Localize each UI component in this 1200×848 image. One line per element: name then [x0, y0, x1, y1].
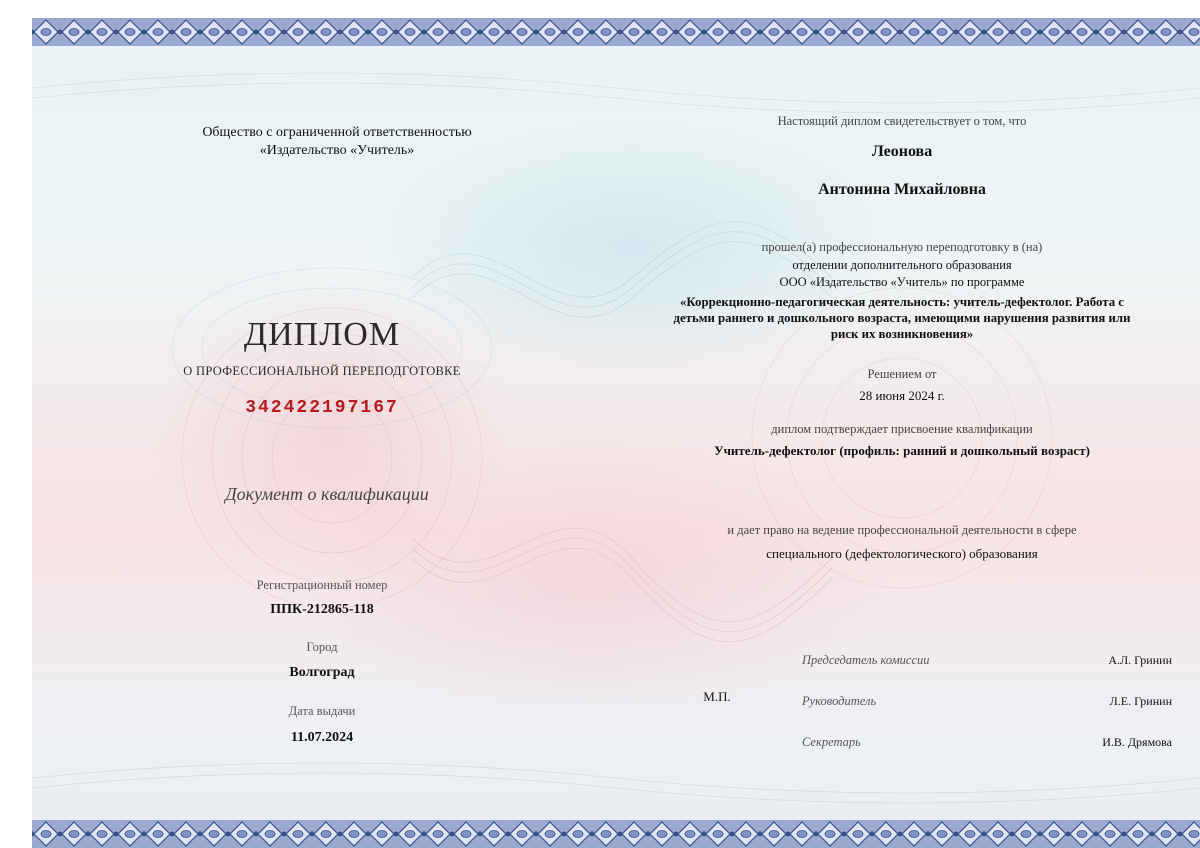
holder-surname: Леонова	[871, 143, 933, 160]
stamp-place: М.П.	[703, 689, 731, 704]
organization: ООО «Издательство «Учитель» по программе	[779, 275, 1025, 289]
program-intro: прошел(а) профессиональную переподготовку в (на)	[761, 240, 1043, 254]
issuer-line-2: «Издательство «Учитель»	[259, 143, 415, 158]
qualification-name: Учитель-дефектолог (профиль: ранний и дошкольный возраст)	[714, 443, 1090, 458]
rights-intro: и дает право на ведение профессиональной деятельности в сфере	[727, 523, 1077, 537]
program-name: «Коррекционно-педагогическая деятельность: учитель-дефектолог. Работа с детьми раннего и дошкольного возраста, имеющими нарушения развития или риск их возникновения»	[673, 295, 1131, 341]
holder-given-names: Антонина Михайловна	[818, 181, 986, 198]
signatory-role: Секретарь	[802, 735, 861, 749]
ornamental-border-bottom	[32, 820, 1200, 848]
diploma-subtitle: О ПРОФЕССИОНАЛЬНОЙ ПЕРЕПОДГОТОВКЕ	[183, 364, 461, 378]
rights-field: специального (дефектологического) образования	[766, 546, 1038, 561]
signatory-name: А.Л. Гринин	[1108, 653, 1172, 667]
issuer-line-1: Общество с ограниченной ответственностью	[202, 125, 472, 140]
department: отделении дополнительного образования	[792, 258, 1012, 272]
diploma-sheet	[32, 18, 1200, 848]
decision-label: Решением от	[867, 367, 937, 381]
registration-number: ППК-212865-118	[270, 602, 374, 617]
certification-intro: Настоящий диплом свидетельствует о том, что	[777, 114, 1027, 128]
signatory-name: Л.Е. Гринин	[1109, 694, 1172, 708]
registration-label: Регистрационный номер	[256, 578, 388, 592]
issue-date: 11.07.2024	[290, 730, 354, 745]
issue-date-label: Дата выдачи	[288, 704, 356, 718]
ornamental-border-top	[32, 18, 1200, 46]
city-label: Город	[306, 640, 338, 654]
signatory-role: Председатель комиссии	[802, 653, 930, 667]
diploma-number: 342422197167	[245, 398, 399, 418]
issuer-name	[172, 124, 502, 160]
document-type: Документ о квалификации	[225, 484, 429, 504]
diploma-title: ДИПЛОМ	[243, 316, 401, 353]
city-value: Волгоград	[289, 665, 355, 680]
signatory-name: И.В. Дрямова	[1102, 735, 1172, 749]
signatory-role: Руководитель	[802, 694, 877, 708]
decision-date: 28 июня 2024 г.	[859, 388, 945, 403]
qualification-intro: диплом подтверждает присвоение квалификации	[771, 422, 1033, 436]
